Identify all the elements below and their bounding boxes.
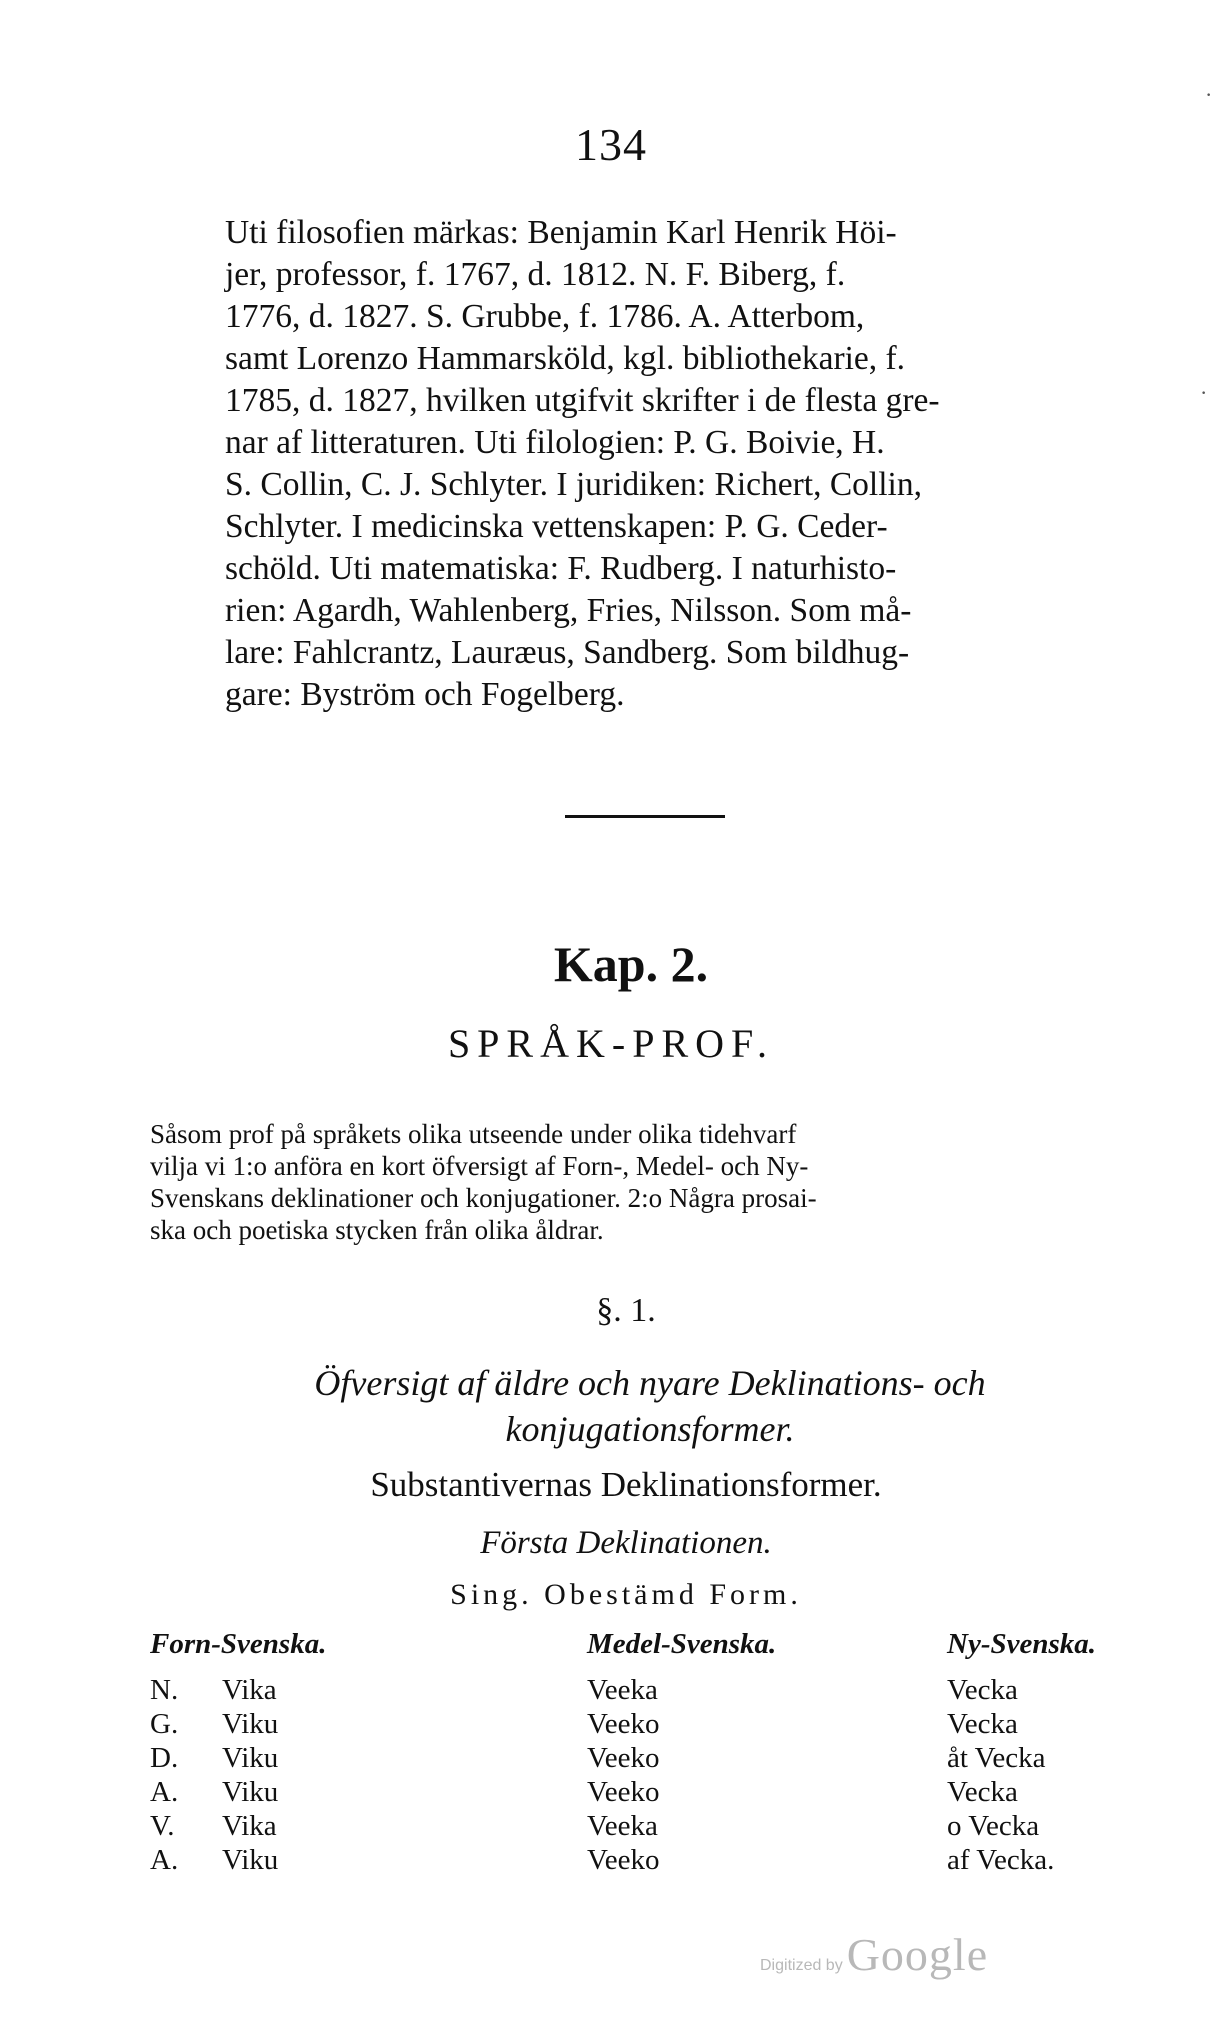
medel-form: Veeka [587,1674,658,1706]
header-medel-svenska: Medel-Svenska. [587,1628,777,1660]
medel-form: Veeka [587,1810,658,1842]
ny-form: af Vecka. [947,1844,1055,1876]
watermark-google-logo: Google [846,1929,989,1980]
forn-form: Viku [222,1742,279,1774]
medel-form: Veeko [587,1776,660,1808]
intro-paragraph [222,212,1142,716]
form-title: Sing. Obestämd Form. [450,1578,802,1611]
intro-line: schöld. Uti matematiska: F. Rudberg. I naturhisto- [225,550,897,587]
declension-table [150,1628,1100,1878]
section-mark: §. 1. [596,1292,656,1329]
ny-form: Vecka [947,1776,1018,1808]
chapter-number: Kap. 2. [553,936,709,992]
chapter-lead-paragraph [150,1118,1152,1246]
table-row [150,1810,1100,1844]
table-row [150,1708,1100,1742]
intro-line: 1776, d. 1827. S. Grubbe, f. 1786. A. Atterbom, [225,298,865,335]
intro-line: S. Collin, C. J. Schlyter. I juridiken: Richert, Collin, [225,466,922,503]
intro-line: 1785, d. 1827, hvilken utgifvit skrifter i de flesta gre- [225,382,940,419]
lead-line: ska och poetiska stycken från olika åldrar. [150,1215,604,1245]
case-label: D. [150,1742,179,1774]
intro-line: Schlyter. I medicinska vettenskapen: P. G. Ceder- [225,508,888,545]
ny-form: Vecka [947,1674,1018,1706]
table-header-row [150,1628,1100,1674]
medel-form: Veeko [587,1742,660,1774]
table-row [150,1776,1100,1810]
subheading: Substantivernas Deklinationsformer. [370,1465,882,1504]
ny-form: åt Vecka [947,1742,1046,1774]
lead-line: Såsom prof på språkets olika utseende under olika tidehvarf [150,1119,797,1149]
lead-line: vilja vi 1:o anföra en kort öfversigt af Forn-, Medel- och Ny- [150,1151,809,1181]
forn-form: Vika [222,1810,277,1842]
header-forn-svenska: Forn-Svenska. [150,1628,327,1660]
ny-form: o Vecka [947,1810,1040,1842]
margin-speck-mark: · [1200,380,1208,405]
section-divider [565,815,725,818]
intro-line: nar af litteraturen. Uti filologien: P. G. Boivie, H. [225,424,885,461]
watermark-prefix: Digitized by [760,1957,843,1974]
case-label: G. [150,1708,179,1740]
lead-line: Svenskans deklinationer och konjugationer. 2:o Några prosai- [150,1183,817,1213]
margin-speck-mark: · [1205,82,1213,107]
ny-form: Vecka [947,1708,1018,1740]
forn-form: Viku [222,1844,279,1876]
case-label: V. [150,1810,175,1842]
google-watermark [760,1928,988,1981]
case-label: A. [150,1776,179,1808]
section-heading-line: konjugationsformer. [505,1409,795,1449]
intro-line: rien: Agardh, Wahlenberg, Fries, Nilsson. Som må- [225,592,912,629]
section-heading [200,1360,1100,1452]
chapter-title: SPRÅK-PROF. [447,1021,775,1066]
intro-line: samt Lorenzo Hammarsköld, kgl. bibliothekarie, f. [225,340,906,377]
table-row [150,1742,1100,1776]
intro-line: jer, professor, f. 1767, d. 1812. N. F. Biberg, f. [225,256,846,293]
intro-line: gare: Byström och Fogelberg. [225,676,625,713]
page-number: 134 [575,119,647,170]
intro-line: Uti filosofien märkas: Benjamin Karl Henrik Höi- [225,214,897,251]
medel-form: Veeko [587,1844,660,1876]
table-row [150,1674,1100,1708]
forn-form: Vika [222,1674,277,1706]
case-label: N. [150,1674,179,1706]
forn-form: Viku [222,1708,279,1740]
declension-title: Första Deklinationen. [480,1525,772,1561]
intro-line: lare: Fahlcrantz, Lauræus, Sandberg. Som bildhug- [225,634,910,671]
forn-form: Viku [222,1776,279,1808]
case-label: A. [150,1844,179,1876]
medel-form: Veeko [587,1708,660,1740]
table-row [150,1844,1100,1878]
header-ny-svenska: Ny-Svenska. [947,1628,1097,1660]
section-heading-line: Öfversigt af äldre och nyare Deklinations- och [314,1363,986,1403]
